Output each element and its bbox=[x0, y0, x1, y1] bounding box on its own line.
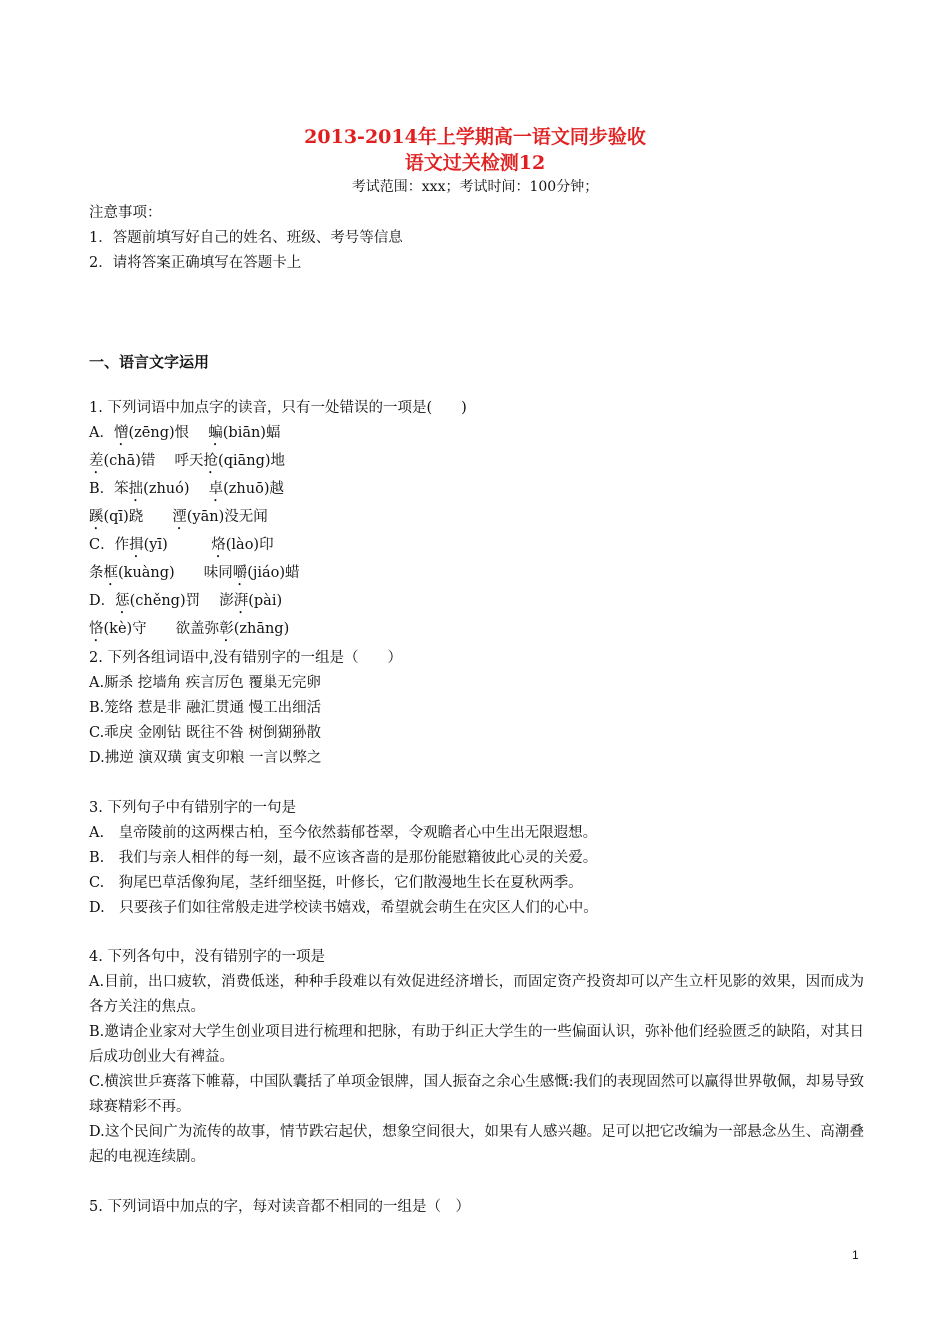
option-d-line2: 恪(kè)守 欲盖弥彰(zhāng) bbox=[89, 621, 290, 637]
option-b: B.邀请企业家对大学生创业项目进行梳理和把脉，有助于纠正大学生的一些偏面认识，弥补他们经验匮乏的缺陷，对其日后成功创业大有裨益。 bbox=[89, 1024, 864, 1065]
page-number: 1 bbox=[852, 1248, 859, 1262]
question-1 bbox=[89, 396, 864, 645]
option-a: A.厮杀 挖墙角 疾言厉色 覆巢无完卵 bbox=[89, 675, 321, 691]
notes-heading: 注意事项： bbox=[89, 205, 162, 221]
exam-title: 2013-2014年上学期高一语文同步验收 bbox=[304, 126, 646, 148]
option-b-line2: 蹊(qī)跷 湮(yān)没无闻 bbox=[89, 509, 268, 525]
question-3 bbox=[89, 796, 864, 921]
option-c: C.横滨世乒赛落下帷幕，中国队囊括了单项金银牌，国人振奋之余心生感慨:我们的表现固然可以赢得世界敬佩，却易导致球赛精彩不再。 bbox=[89, 1074, 864, 1115]
question-stem: 5. 下列词语中加点的字，每对读音都不相同的一组是（ ） bbox=[89, 1199, 470, 1215]
option-c-line1: C．作揖(yī) 烙(lào)印 bbox=[89, 537, 274, 553]
section-title: 一、语言文字运用 bbox=[89, 353, 210, 371]
question-stem: 4. 下列各句中，没有错别字的一项是 bbox=[89, 949, 325, 965]
option-b-line1: B．笨拙(zhuó) 卓(zhuō)越 bbox=[89, 481, 285, 497]
question-stem: 3. 下列句子中有错别字的一句是 bbox=[89, 800, 296, 816]
option-a: A.目前，出口疲软，消费低迷，种种手段难以有效促进经济增长，而固定资产投资却可以产生立杆见影的效果，因而成为各方关注的焦点。 bbox=[89, 974, 864, 1015]
question-5 bbox=[89, 1195, 864, 1220]
option-c: C. 狗尾巴草活像狗尾，茎纤细坚挺，叶修长，它们散漫地生长在夏秋两季。 bbox=[89, 875, 583, 891]
question-4 bbox=[89, 945, 864, 1170]
exam-info: 考试范围：xxx；考试时间：100分钟； bbox=[351, 179, 599, 195]
option-d: D. 只要孩子们如往常般走进学校读书嬉戏，希望就会萌生在灾区人们的心中。 bbox=[89, 900, 598, 916]
option-c: C.乖戾 金刚钻 既往不咎 树倒猢狲散 bbox=[89, 725, 322, 741]
option-d-line1: D．惩(chěng)罚 澎湃(pài) bbox=[89, 593, 283, 609]
exam-subtitle: 语文过关检测12 bbox=[404, 152, 546, 174]
option-c-line2: 条框(kuàng) 味同嚼(jiáo)蜡 bbox=[89, 565, 300, 581]
notes-item: 2．请将答案正确填写在答题卡上 bbox=[89, 255, 302, 271]
option-a-line1: A．憎(zēng)恨 蝙(biān)蝠 bbox=[89, 425, 281, 441]
question-stem: 2. 下列各组词语中,没有错别字的一组是（ ） bbox=[89, 650, 403, 666]
option-a: A. 皇帝陵前的这两棵古柏，至今依然蓊郁苍翠，令观瞻者心中生出无限遐想。 bbox=[89, 825, 598, 841]
option-b: B. 我们与亲人相伴的每一刻，最不应该吝啬的是那份能慰籍彼此心灵的关爱。 bbox=[89, 850, 598, 866]
notes bbox=[89, 201, 864, 276]
question-stem: 1. 下列词语中加点字的读音，只有一处错误的一项是( ) bbox=[89, 400, 467, 416]
option-b: B.笼络 惹是非 融汇贯通 慢工出细活 bbox=[89, 700, 322, 716]
notes-item: 1．答题前填写好自己的姓名、班级、考号等信息 bbox=[89, 230, 403, 246]
option-d: D.这个民间广为流传的故事，情节跌宕起伏，想象空间很大，如果有人感兴趣。足可以把它改编为一部悬念丛生、高潮叠起的电视连续剧。 bbox=[89, 1124, 864, 1165]
question-2 bbox=[89, 646, 864, 771]
option-d: D.拂逆 演双璜 寅支卯粮 一言以弊之 bbox=[89, 750, 322, 766]
option-a-line2: 差(chā)错 呼天抢(qiāng)地 bbox=[89, 453, 286, 469]
